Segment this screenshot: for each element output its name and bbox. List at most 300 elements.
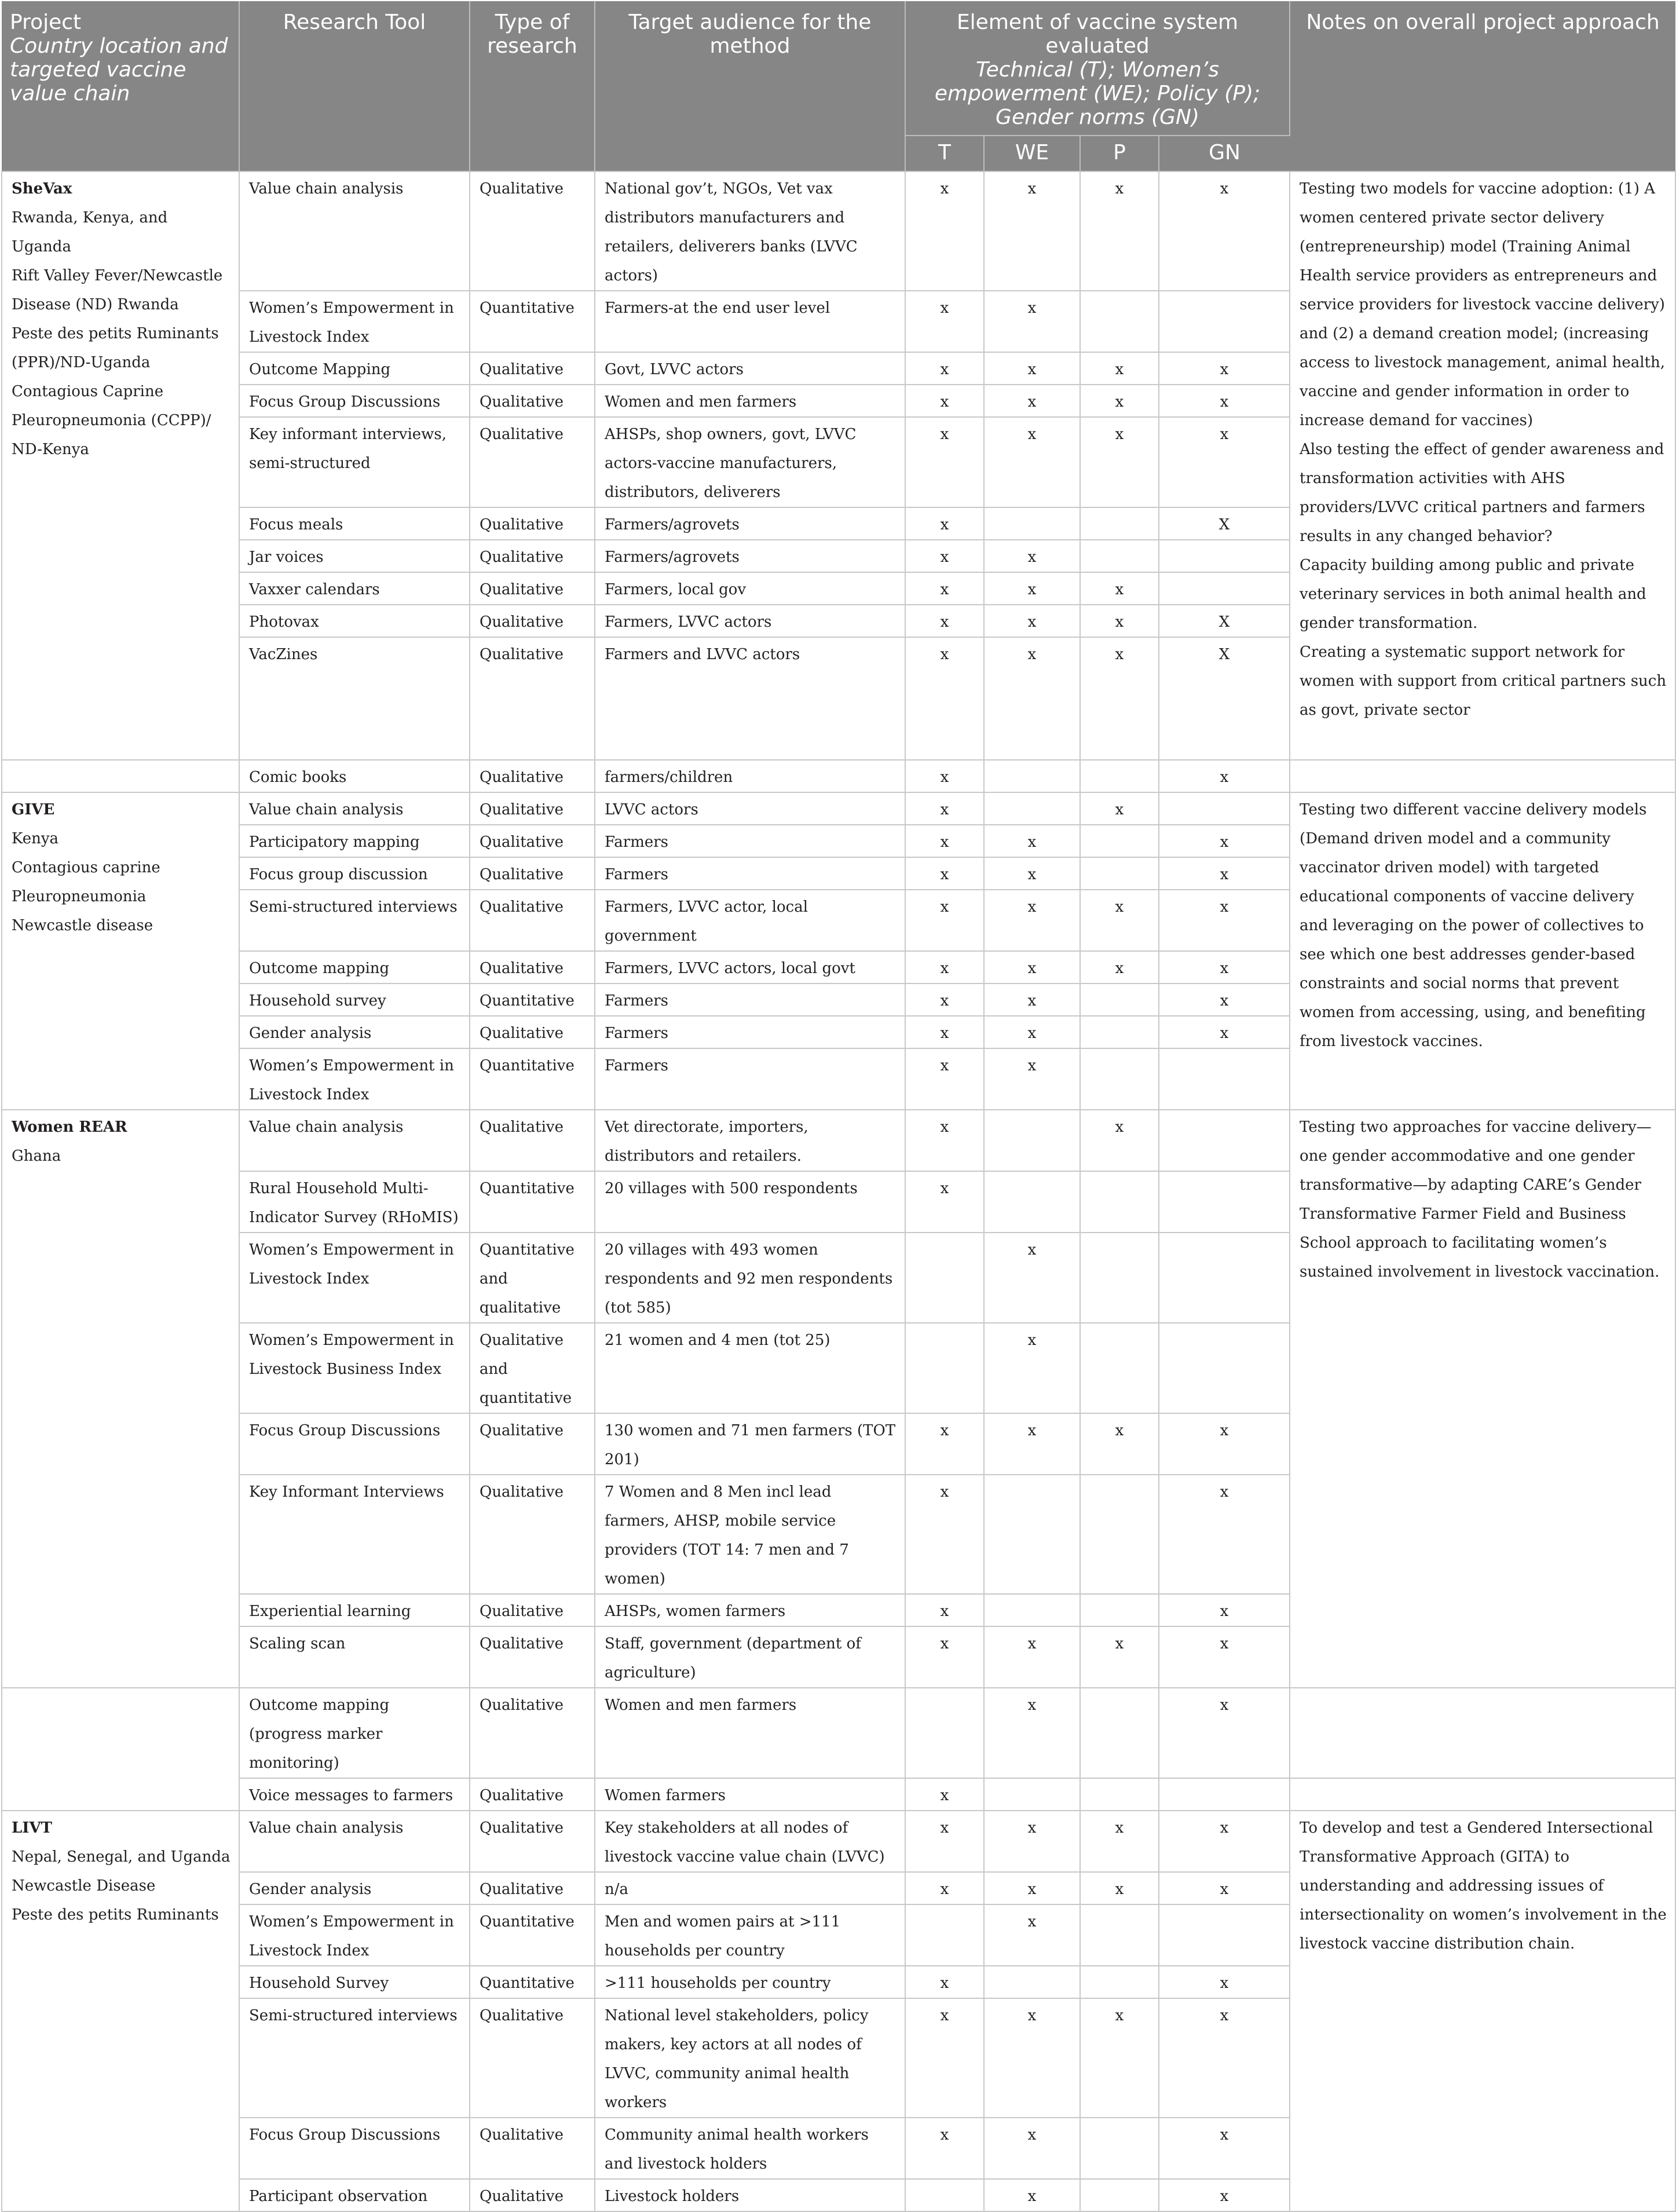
research-tool-cell: Household survey [239, 983, 470, 1016]
project-name: LIVT [12, 1819, 52, 1837]
table-row [2, 171, 1675, 291]
gender-norms-mark: x [1159, 1811, 1290, 1872]
technical-mark: x [905, 291, 984, 352]
gender-norms-mark: x [1159, 2118, 1290, 2179]
gender-norms-mark: x [1159, 825, 1290, 857]
policy-mark: x [1080, 171, 1159, 291]
research-type-cell: Quantitative [470, 1171, 595, 1233]
womens-empowerment-mark: x [984, 637, 1080, 760]
research-tool-cell: Photovax [239, 605, 470, 637]
womens-empowerment-mark: x [984, 1688, 1080, 1778]
policy-mark [1080, 825, 1159, 857]
gender-norms-mark: x [1159, 2179, 1290, 2211]
research-tool-cell: VacZines [239, 637, 470, 760]
womens-empowerment-mark: x [984, 1323, 1080, 1413]
research-type-cell: Qualitative [470, 572, 595, 605]
research-tool-cell: Women’s Empowerment in Livestock Index [239, 291, 470, 352]
technical-mark: x [905, 171, 984, 291]
target-audience-cell: farmers/children [595, 760, 905, 792]
header-target-audience: Target audience for the method [595, 1, 905, 171]
research-type-cell: Qualitative [470, 857, 595, 890]
header-notes: Notes on overall project approach [1290, 1, 1675, 171]
header-gn: GN [1159, 136, 1290, 171]
project-notes-cell [1290, 171, 1675, 760]
project-location-line: Contagious Caprine [12, 383, 164, 400]
project-location-line: Peste des petits Ruminants [12, 325, 219, 342]
womens-empowerment-mark: x [984, 1016, 1080, 1048]
research-type-cell: Qualitative [470, 825, 595, 857]
project-note-paragraph: Testing two different vaccine delivery models (Demand driven model and a community vaccinator driven model) with targeted educational components of vaccine delivery and leveraging on the power of collectives to see which one best addresses gender-based constraints and social norms that prevent women from accessing, using, and benefiting from livestock vaccines. [1300, 801, 1647, 1050]
project-location-line: Disease (ND) Rwanda [12, 296, 179, 313]
gender-norms-mark: x [1159, 1966, 1290, 1998]
policy-mark: x [1080, 1626, 1159, 1688]
header-research-tool: Research Tool [239, 1, 470, 171]
research-type-cell: Quantitative [470, 983, 595, 1016]
womens-empowerment-mark: x [984, 417, 1080, 507]
research-type-cell: Qualitative [470, 1475, 595, 1594]
technical-mark: x [905, 1413, 984, 1475]
research-type-cell: Qualitative [470, 2179, 595, 2211]
research-tool-cell: Women’s Empowerment in Livestock Index [239, 1048, 470, 1110]
technical-mark: x [905, 417, 984, 507]
gender-norms-mark [1159, 540, 1290, 572]
research-type-cell: Qualitative [470, 1778, 595, 1811]
gender-norms-mark [1159, 572, 1290, 605]
technical-mark: x [905, 951, 984, 983]
project-note-paragraph: Testing two approaches for vaccine delivery—one gender accommodative and one gender transformative—by adapting CARE’s Gender Transformative Farmer Field and Business School approach to facilitating women’s sustained involvement in livestock vaccination. [1300, 1118, 1660, 1281]
project-note-paragraph: Capacity building among public and private veterinary services in both animal health and gender transformation. [1300, 557, 1646, 632]
research-type-cell: Qualitative [470, 1872, 595, 1904]
research-tool-cell: Focus Group Discussions [239, 385, 470, 417]
technical-mark: x [905, 1872, 984, 1904]
target-audience-cell: Key stakeholders at all nodes of livestock vaccine value chain (LVVC) [595, 1811, 905, 1872]
target-audience-cell: Community animal health workers and livestock holders [595, 2118, 905, 2179]
technical-mark [905, 1904, 984, 1966]
research-type-cell: Qualitative [470, 1016, 595, 1048]
gender-norms-mark: x [1159, 951, 1290, 983]
womens-empowerment-mark: x [984, 890, 1080, 951]
project-notes-cell-empty [1290, 1688, 1675, 1778]
technical-mark: x [905, 1998, 984, 2118]
technical-mark: x [905, 385, 984, 417]
policy-mark: x [1080, 1872, 1159, 1904]
research-tool-cell: Focus group discussion [239, 857, 470, 890]
target-audience-cell: Farmers, LVVC actors [595, 605, 905, 637]
research-tool-cell: Vaxxer calendars [239, 572, 470, 605]
research-tool-cell: Rural Household Multi-Indicator Survey (RHoMIS) [239, 1171, 470, 1233]
womens-empowerment-mark [984, 1171, 1080, 1233]
research-type-cell: Qualitative [470, 352, 595, 385]
target-audience-cell: Govt, LVVC actors [595, 352, 905, 385]
research-type-cell: Qualitative [470, 951, 595, 983]
table-row [2, 1688, 1675, 1778]
target-audience-cell: 21 women and 4 men (tot 25) [595, 1323, 905, 1413]
policy-mark: x [1080, 352, 1159, 385]
target-audience-cell: Farmers, LVVC actor, local government [595, 890, 905, 951]
project-notes-cell [1290, 792, 1675, 1110]
table-container [1, 1, 1675, 2212]
research-type-cell: Quantitative [470, 291, 595, 352]
research-type-cell: Qualitative [470, 1811, 595, 1872]
research-tool-cell: Value chain analysis [239, 792, 470, 825]
gender-norms-mark: x [1159, 352, 1290, 385]
table-row [2, 760, 1675, 792]
research-tool-cell: Value chain analysis [239, 171, 470, 291]
target-audience-cell: Women and men farmers [595, 385, 905, 417]
header-project [2, 1, 239, 171]
research-tool-cell: Outcome mapping [239, 951, 470, 983]
gender-norms-mark [1159, 1048, 1290, 1110]
project-cell-empty [2, 1688, 239, 1811]
policy-mark [1080, 2118, 1159, 2179]
research-type-cell: Qualitative [470, 507, 595, 540]
research-type-cell: Qualitative [470, 1626, 595, 1688]
womens-empowerment-mark: x [984, 1811, 1080, 1872]
policy-mark: x [1080, 1998, 1159, 2118]
technical-mark: x [905, 352, 984, 385]
target-audience-cell: Farmers/agrovets [595, 540, 905, 572]
project-cell [2, 171, 239, 760]
target-audience-cell: Vet directorate, importers, distributors and retailers. [595, 1110, 905, 1171]
womens-empowerment-mark: x [984, 1233, 1080, 1323]
gender-norms-mark: x [1159, 1594, 1290, 1626]
target-audience-cell: Farmers-at the end user level [595, 291, 905, 352]
project-cell [2, 1110, 239, 1688]
project-notes-cell [1290, 1110, 1675, 1688]
policy-mark [1080, 1016, 1159, 1048]
table-row [2, 1811, 1675, 1872]
womens-empowerment-mark: x [984, 605, 1080, 637]
gender-norms-mark [1159, 1171, 1290, 1233]
project-location-line: Nepal, Senegal, and Uganda [12, 1848, 230, 1866]
womens-empowerment-mark: x [984, 1048, 1080, 1110]
technical-mark: x [905, 890, 984, 951]
project-name: Women REAR [12, 1118, 127, 1136]
research-type-cell: Quantitative and qualitative [470, 1233, 595, 1323]
technical-mark: x [905, 760, 984, 792]
header-element-sub: Technical (T); Women’s empowerment (WE); Policy (P); Gender norms (GN) [934, 58, 1261, 129]
table-header [2, 1, 1675, 171]
womens-empowerment-mark: x [984, 291, 1080, 352]
project-location-line: Kenya [12, 830, 59, 847]
target-audience-cell: National level stakeholders, policy makers, key actors at all nodes of LVVC, community animal health workers [595, 1998, 905, 2118]
gender-norms-mark: x [1159, 1872, 1290, 1904]
research-type-cell: Qualitative [470, 417, 595, 507]
technical-mark [905, 1233, 984, 1323]
policy-mark: x [1080, 951, 1159, 983]
policy-mark [1080, 1171, 1159, 1233]
womens-empowerment-mark: x [984, 983, 1080, 1016]
technical-mark: x [905, 1594, 984, 1626]
gender-norms-mark [1159, 291, 1290, 352]
technical-mark: x [905, 825, 984, 857]
research-tools-table [1, 1, 1676, 2212]
research-type-cell: Quantitative [470, 1048, 595, 1110]
gender-norms-mark [1159, 1110, 1290, 1171]
research-type-cell: Qualitative [470, 605, 595, 637]
womens-empowerment-mark: x [984, 1872, 1080, 1904]
project-name: SheVax [12, 180, 72, 198]
gender-norms-mark: x [1159, 171, 1290, 291]
project-notes-cell-empty [1290, 760, 1675, 792]
header-type-of-research: Type of research [470, 1, 595, 171]
gender-norms-mark [1159, 1778, 1290, 1811]
research-type-cell: Qualitative [470, 792, 595, 825]
gender-norms-mark: x [1159, 1413, 1290, 1475]
gender-norms-mark: x [1159, 1016, 1290, 1048]
womens-empowerment-mark: x [984, 385, 1080, 417]
target-audience-cell: National gov’t, NGOs, Vet vax distributors manufacturers and retailers, deliverers banks (LVVC actors) [595, 171, 905, 291]
project-location-line: Newcastle disease [12, 917, 153, 934]
policy-mark [1080, 2179, 1159, 2211]
gender-norms-mark: X [1159, 605, 1290, 637]
research-type-cell: Qualitative [470, 637, 595, 760]
gender-norms-mark: x [1159, 983, 1290, 1016]
research-tool-cell: Outcome Mapping [239, 352, 470, 385]
technical-mark: x [905, 605, 984, 637]
research-type-cell: Quantitative [470, 1904, 595, 1966]
technical-mark: x [905, 1811, 984, 1872]
target-audience-cell: 20 villages with 500 respondents [595, 1171, 905, 1233]
target-audience-cell: Farmers/agrovets [595, 507, 905, 540]
research-tool-cell: Focus Group Discussions [239, 1413, 470, 1475]
research-tool-cell: Gender analysis [239, 1016, 470, 1048]
womens-empowerment-mark: x [984, 1998, 1080, 2118]
womens-empowerment-mark: x [984, 825, 1080, 857]
technical-mark: x [905, 2118, 984, 2179]
technical-mark: x [905, 857, 984, 890]
header-element [905, 1, 1290, 136]
project-location-line: Ghana [12, 1147, 61, 1165]
policy-mark: x [1080, 637, 1159, 760]
table-row [2, 792, 1675, 825]
policy-mark [1080, 291, 1159, 352]
technical-mark: x [905, 637, 984, 760]
research-type-cell: Qualitative and quantitative [470, 1323, 595, 1413]
policy-mark: x [1080, 890, 1159, 951]
womens-empowerment-mark: x [984, 857, 1080, 890]
gender-norms-mark [1159, 1323, 1290, 1413]
policy-mark [1080, 1594, 1159, 1626]
research-tool-cell: Key Informant Interviews [239, 1475, 470, 1594]
target-audience-cell: Farmers [595, 1048, 905, 1110]
research-tool-cell: Scaling scan [239, 1626, 470, 1688]
womens-empowerment-mark: x [984, 2118, 1080, 2179]
policy-mark [1080, 1048, 1159, 1110]
womens-empowerment-mark [984, 507, 1080, 540]
header-p: P [1080, 136, 1159, 171]
project-location-line: (PPR)/ND-Uganda [12, 354, 151, 371]
research-type-cell: Qualitative [470, 760, 595, 792]
gender-norms-mark [1159, 792, 1290, 825]
project-location-line: ND-Kenya [12, 441, 89, 458]
policy-mark: x [1080, 1110, 1159, 1171]
project-location-line: Pleuropneumonia [12, 888, 147, 905]
target-audience-cell: Women and men farmers [595, 1688, 905, 1778]
technical-mark: x [905, 1110, 984, 1171]
policy-mark: x [1080, 1811, 1159, 1872]
technical-mark: x [905, 792, 984, 825]
policy-mark [1080, 1904, 1159, 1966]
target-audience-cell: Farmers and LVVC actors [595, 637, 905, 760]
target-audience-cell: LVVC actors [595, 792, 905, 825]
womens-empowerment-mark [984, 1594, 1080, 1626]
project-location-line: Pleuropneumonia (CCPP)/ [12, 412, 211, 429]
project-note-paragraph: Creating a systematic support network for women with support from critical partners such as govt, private sector [1300, 644, 1667, 719]
technical-mark: x [905, 983, 984, 1016]
research-type-cell: Qualitative [470, 1413, 595, 1475]
womens-empowerment-mark: x [984, 171, 1080, 291]
research-tool-cell: Experiential learning [239, 1594, 470, 1626]
womens-empowerment-mark: x [984, 352, 1080, 385]
womens-empowerment-mark [984, 1475, 1080, 1594]
womens-empowerment-mark: x [984, 1413, 1080, 1475]
target-audience-cell: n/a [595, 1872, 905, 1904]
womens-empowerment-mark: x [984, 1626, 1080, 1688]
research-tool-cell: Household Survey [239, 1966, 470, 1998]
gender-norms-mark: X [1159, 507, 1290, 540]
research-tool-cell: Women’s Empowerment in Livestock Index [239, 1904, 470, 1966]
womens-empowerment-mark [984, 760, 1080, 792]
research-tool-cell: Outcome mapping (progress marker monitoring) [239, 1688, 470, 1778]
policy-mark: x [1080, 792, 1159, 825]
project-note-paragraph: Testing two models for vaccine adoption: (1) A women centered private sector delivery (entrepreneurship) model (Training Animal Health service providers as entrepreneurs and service providers for livestock vaccine delivery) and (2) a demand creation model; (increasing access to livestock management, animal health, vaccine and gender information in order to increase demand for vaccines) [1300, 180, 1665, 429]
target-audience-cell: 20 villages with 493 women respondents and 92 men respondents (tot 585) [595, 1233, 905, 1323]
gender-norms-mark [1159, 1233, 1290, 1323]
gender-norms-mark: X [1159, 637, 1290, 760]
gender-norms-mark: x [1159, 1998, 1290, 2118]
research-type-cell: Qualitative [470, 1594, 595, 1626]
research-tool-cell: Women’s Empowerment in Livestock Business Index [239, 1323, 470, 1413]
policy-mark [1080, 1778, 1159, 1811]
research-type-cell: Qualitative [470, 385, 595, 417]
research-tool-cell: Value chain analysis [239, 1110, 470, 1171]
technical-mark: x [905, 1626, 984, 1688]
policy-mark [1080, 507, 1159, 540]
research-type-cell: Qualitative [470, 890, 595, 951]
target-audience-cell: Farmers [595, 1016, 905, 1048]
gender-norms-mark: x [1159, 890, 1290, 951]
target-audience-cell: Farmers, local gov [595, 572, 905, 605]
research-tool-cell: Key informant interviews, semi-structured [239, 417, 470, 507]
research-tool-cell: Jar voices [239, 540, 470, 572]
project-location-line: Rwanda, Kenya, and Uganda [12, 209, 168, 255]
research-tool-cell: Voice messages to farmers [239, 1778, 470, 1811]
table-row [2, 1110, 1675, 1171]
policy-mark [1080, 1233, 1159, 1323]
technical-mark: x [905, 572, 984, 605]
target-audience-cell: Farmers [595, 857, 905, 890]
target-audience-cell: Farmers [595, 983, 905, 1016]
womens-empowerment-mark: x [984, 540, 1080, 572]
womens-empowerment-mark: x [984, 1904, 1080, 1966]
policy-mark [1080, 1323, 1159, 1413]
project-notes-cell [1290, 1811, 1675, 2211]
technical-mark: x [905, 1048, 984, 1110]
target-audience-cell: Farmers, LVVC actors, local govt [595, 951, 905, 983]
header-t: T [905, 136, 984, 171]
policy-mark [1080, 760, 1159, 792]
research-type-cell: Qualitative [470, 1110, 595, 1171]
technical-mark: x [905, 1966, 984, 1998]
policy-mark: x [1080, 572, 1159, 605]
technical-mark: x [905, 1778, 984, 1811]
technical-mark: x [905, 540, 984, 572]
policy-mark [1080, 540, 1159, 572]
project-cell-empty [2, 760, 239, 792]
header-project-sub: Country location and targeted vaccine value chain [10, 34, 228, 105]
project-cell [2, 792, 239, 1110]
policy-mark: x [1080, 605, 1159, 637]
research-tool-cell: Semi-structured interviews [239, 890, 470, 951]
technical-mark [905, 1323, 984, 1413]
womens-empowerment-mark [984, 792, 1080, 825]
policy-mark [1080, 1475, 1159, 1594]
research-tool-cell: Value chain analysis [239, 1811, 470, 1872]
research-type-cell: Qualitative [470, 2118, 595, 2179]
womens-empowerment-mark: x [984, 572, 1080, 605]
gender-norms-mark: x [1159, 1688, 1290, 1778]
target-audience-cell: AHSPs, shop owners, govt, LVVC actors-vaccine manufacturers, distributors, deliverers [595, 417, 905, 507]
research-type-cell: Qualitative [470, 1688, 595, 1778]
target-audience-cell: Women farmers [595, 1778, 905, 1811]
gender-norms-mark: x [1159, 385, 1290, 417]
target-audience-cell: Men and women pairs at >111 households per country [595, 1904, 905, 1966]
research-tool-cell: Participant observation [239, 2179, 470, 2211]
technical-mark [905, 2179, 984, 2211]
header-project-label: Project [10, 10, 82, 34]
policy-mark: x [1080, 417, 1159, 507]
policy-mark [1080, 983, 1159, 1016]
womens-empowerment-mark [984, 1778, 1080, 1811]
table-body [2, 171, 1675, 2211]
policy-mark [1080, 857, 1159, 890]
policy-mark: x [1080, 1413, 1159, 1475]
technical-mark: x [905, 1171, 984, 1233]
project-location-line: Peste des petits Ruminants [12, 1906, 219, 1924]
research-type-cell: Quantitative [470, 1966, 595, 1998]
project-note-paragraph: To develop and test a Gendered Intersectional Transformative Approach (GITA) to understanding and addressing issues of intersectionality on women’s involvement in the livestock vaccine distribution chain. [1300, 1819, 1667, 1953]
research-tool-cell: Comic books [239, 760, 470, 792]
project-name: GIVE [12, 801, 55, 818]
target-audience-cell: >111 households per country [595, 1966, 905, 1998]
research-tool-cell: Focus Group Discussions [239, 2118, 470, 2179]
target-audience-cell: Farmers [595, 825, 905, 857]
table-row [2, 1778, 1675, 1811]
technical-mark: x [905, 507, 984, 540]
target-audience-cell: Livestock holders [595, 2179, 905, 2211]
gender-norms-mark: x [1159, 417, 1290, 507]
research-type-cell: Qualitative [470, 171, 595, 291]
project-location-line: Contagious caprine [12, 859, 160, 876]
technical-mark: x [905, 1016, 984, 1048]
gender-norms-mark: x [1159, 1626, 1290, 1688]
project-note-paragraph: Also testing the effect of gender awareness and transformation activities with AHS providers/LVVC critical partners and farmers results in any changed behavior? [1300, 441, 1664, 545]
research-type-cell: Qualitative [470, 1998, 595, 2118]
header-we: WE [984, 136, 1080, 171]
project-cell [2, 1811, 239, 2211]
project-location-line: Rift Valley Fever/Newcastle [12, 267, 223, 284]
project-location-line: Newcastle Disease [12, 1877, 156, 1895]
womens-empowerment-mark: x [984, 2179, 1080, 2211]
target-audience-cell: 130 women and 71 men farmers (TOT 201) [595, 1413, 905, 1475]
research-tool-cell: Gender analysis [239, 1872, 470, 1904]
technical-mark [905, 1688, 984, 1778]
policy-mark [1080, 1688, 1159, 1778]
gender-norms-mark: x [1159, 857, 1290, 890]
research-tool-cell: Women’s Empowerment in Livestock Index [239, 1233, 470, 1323]
target-audience-cell: AHSPs, women farmers [595, 1594, 905, 1626]
